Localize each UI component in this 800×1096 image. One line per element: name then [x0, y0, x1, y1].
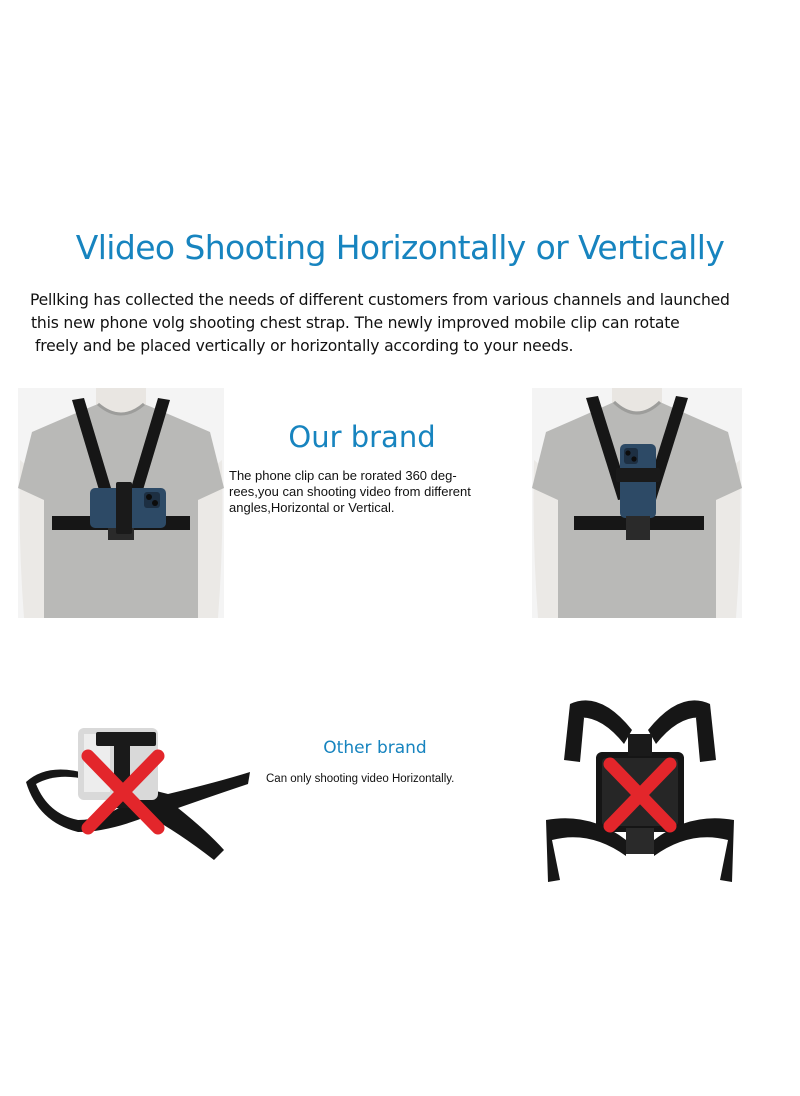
our-brand-desc-line-1: The phone clip can be rorated 360 deg- — [229, 468, 457, 483]
intro-paragraph — [30, 289, 790, 358]
headline: Vlideo Shooting Horizontally or Vertically — [75, 228, 725, 267]
other-brand-title: Other brand — [323, 738, 427, 758]
our-brand-desc-line-3: angles,Horizontal or Vertical. — [229, 500, 395, 515]
other-brand-description: Can only shooting video Horizontally. — [266, 773, 455, 785]
our-brand-vertical-photo — [532, 388, 742, 618]
our-brand-desc-line-2: rees,you can shooting video from different — [229, 484, 471, 499]
our-brand-title: Our brand — [288, 420, 436, 454]
other-brand-vertical-photo — [540, 690, 740, 890]
our-brand-description — [229, 468, 529, 516]
intro-line-1: Pellking has collected the needs of different customers from various channels and launched — [30, 291, 730, 309]
intro-line-3: freely and be placed vertically or horizontally according to your needs. — [35, 337, 574, 355]
other-brand-horizontal-photo — [18, 712, 258, 872]
our-brand-horizontal-photo — [18, 388, 224, 618]
intro-line-2: this new phone volg shooting chest strap. The newly improved mobile clip can rotate — [31, 314, 680, 332]
